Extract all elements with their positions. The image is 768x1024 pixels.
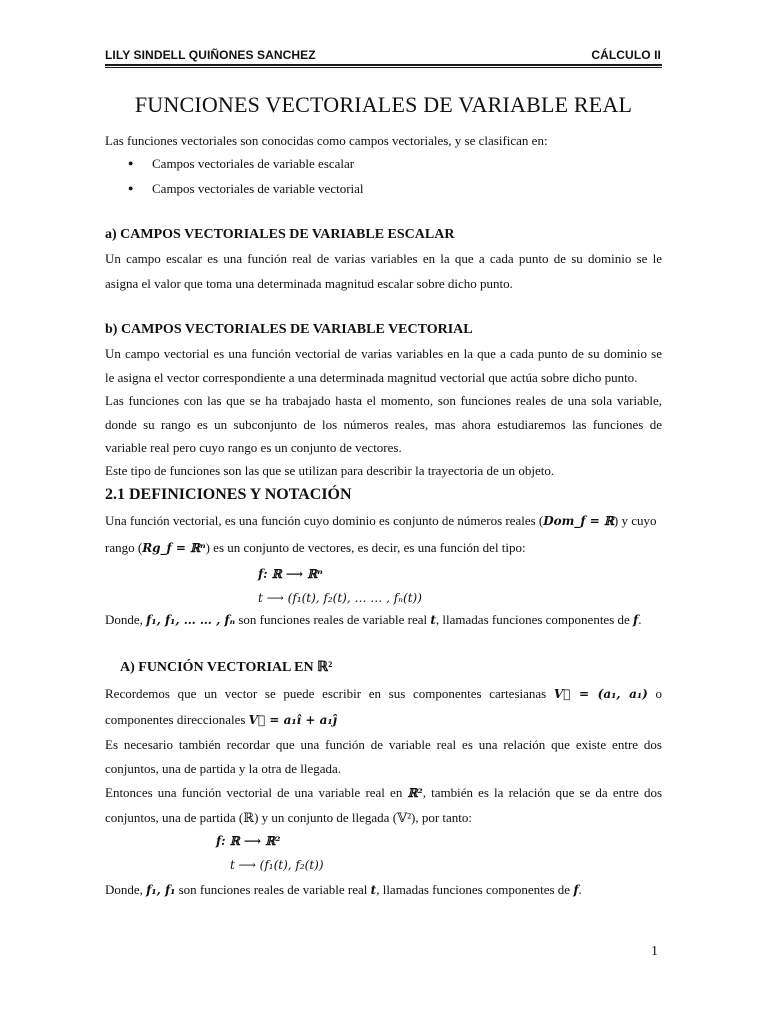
- math-formula: f: ℝ ⟶ ℝ²: [216, 834, 281, 848]
- paragraph-line: [105, 686, 662, 702]
- math-formula: f: ℝ ⟶ ℝⁿ: [258, 567, 323, 581]
- text-run: , llamadas funciones componentes de: [435, 612, 634, 627]
- paragraph-line: [105, 612, 662, 628]
- paragraph-line: Es necesario también recordar que una función de variable real es una relación que existe entre dos: [105, 737, 662, 752]
- math-vector: V⃗ = a₁î + a₁ĵ: [248, 713, 337, 727]
- formula-mapping: [216, 833, 516, 849]
- section-heading-A: A) FUNCIÓN VECTORIAL EN ℝ²: [120, 660, 333, 675]
- header-author: LILY SINDELL QUIÑONES SANCHEZ: [105, 48, 316, 62]
- text-run: ) es un conjunto de vectores, es decir, es una función del tipo:: [205, 540, 526, 555]
- math-variable: f: [633, 613, 639, 627]
- formula-mapping: [230, 857, 530, 873]
- paragraph-line: Este tipo de funciones son las que se utilizan para describir la trayectoria de un objeto.: [105, 463, 555, 478]
- bullet-icon: ●: [128, 158, 134, 168]
- text-run: Recordemos que un vector se puede escribir en sus componentes cartesianas: [105, 686, 554, 701]
- text-run: , también es la relación que se da entre dos: [422, 785, 663, 800]
- paragraph-line: Las funciones con las que se ha trabajado hasta el momento, son funciones reales de una sola variable,: [105, 393, 662, 408]
- running-header: [105, 44, 661, 64]
- math-dom-expression: Dom_f = ℝ: [543, 514, 614, 528]
- section-heading-2-1: 2.1 DEFINICIONES Y NOTACIÓN: [105, 486, 352, 503]
- text-run: Donde,: [105, 882, 147, 897]
- paragraph-line: [105, 785, 662, 801]
- text-run: Entonces una función vectorial de una variable real en: [105, 785, 408, 800]
- text-run: .: [578, 882, 582, 897]
- text-run: Donde,: [105, 612, 147, 627]
- paragraph-line: [105, 882, 662, 898]
- section-heading-b: b) CAMPOS VECTORIALES DE VARIABLE VECTORIAL: [105, 322, 473, 337]
- paragraph-line: donde su rango es un subconjunto de los números reales, mas ahora estudiaremos las funciones de: [105, 417, 662, 432]
- paragraph-line: conjuntos, una de partida y la otra de llegada.: [105, 761, 342, 776]
- text-run: ) y cuyo: [613, 513, 657, 528]
- paragraph-line: [105, 540, 662, 556]
- intro-text: Las funciones vectoriales son conocidas como campos vectoriales, y se clasifican en:: [105, 133, 548, 148]
- page-number: 1: [651, 944, 658, 959]
- bullet-item-1: Campos vectoriales de variable escalar: [152, 156, 355, 171]
- section-heading-a: a) CAMPOS VECTORIALES DE VARIABLE ESCALAR: [105, 227, 455, 242]
- math-formula: t ⟶ (f₁(t), f₂(t)): [230, 858, 324, 872]
- math-r2: ℝ²: [407, 786, 423, 800]
- text-run: .: [638, 612, 642, 627]
- math-rg-expression: Rg_f = ℝⁿ: [142, 541, 206, 555]
- math-vector: V⃗ = (a₁, a₁): [553, 687, 648, 701]
- header-course: CÁLCULO II: [591, 48, 661, 62]
- text-run: , llamadas funciones componentes de: [376, 882, 574, 897]
- formula-mapping: [258, 590, 558, 606]
- math-variable: t: [430, 613, 436, 627]
- paragraph-line: Un campo escalar es una función real de varias variables en la que a cada punto de su dominio se le: [105, 251, 662, 266]
- paragraph-line: le asigna el vector correspondiente a una determinada magnitud vectorial que actúa sobre dicho punto.: [105, 370, 638, 385]
- text-run: componentes direccionales: [105, 712, 249, 727]
- paragraph-line: variable real pero cuyo rango es un conjunto de vectores.: [105, 440, 402, 455]
- math-functions: f₁, f₁: [146, 883, 176, 897]
- math-functions: f₁, f₁, … … , fₙ: [146, 613, 236, 627]
- bullet-icon: ●: [128, 183, 134, 193]
- paragraph-line: [105, 513, 662, 529]
- paragraph-line: Un campo vectorial es una función vectorial de varias variables en la que a cada punto de su dominio se: [105, 346, 662, 361]
- text-run: rango (: [105, 540, 143, 555]
- bullet-item-2: Campos vectoriales de variable vectorial: [152, 181, 364, 196]
- paragraph-line: [105, 712, 662, 728]
- text-run: Una función vectorial, es una función cuyo dominio es conjunto de números reales (: [105, 513, 544, 528]
- math-variable: t: [370, 883, 377, 897]
- math-formula: t ⟶ (f₁(t), f₂(t), … … , fₙ(t)): [258, 591, 422, 605]
- paragraph-line: asigna el valor que toma una determinada magnitud escalar sobre dicho punto.: [105, 276, 513, 291]
- header-rule: [105, 64, 662, 66]
- header-rule-thin: [105, 67, 662, 68]
- text-run: son funciones reales de variable real: [235, 612, 431, 627]
- formula-mapping: [258, 566, 558, 582]
- paragraph-line: conjuntos, una de partida (ℝ) y un conjunto de llegada (𝕍²), por tanto:: [105, 810, 473, 825]
- page-title: FUNCIONES VECTORIALES DE VARIABLE REAL: [134, 92, 633, 117]
- text-run: o: [647, 686, 662, 701]
- text-run: son funciones reales de variable real: [175, 882, 371, 897]
- math-variable: f: [573, 883, 579, 897]
